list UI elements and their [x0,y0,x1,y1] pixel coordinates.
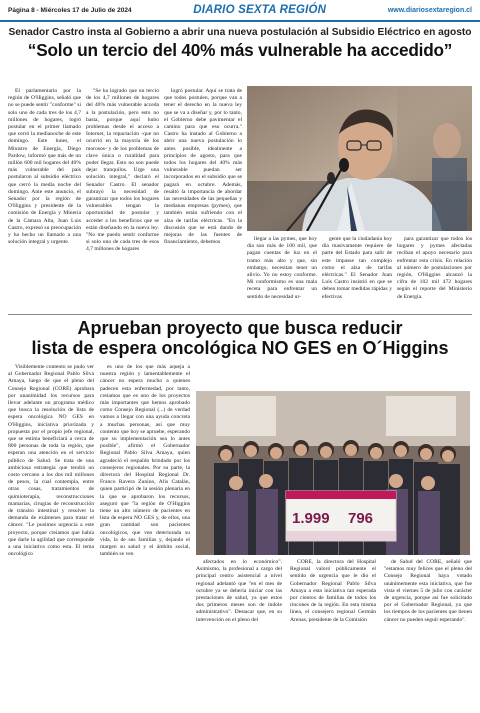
group-illustration [196,391,470,555]
article2-headline: Aprueban proyecto que busca reducir lista de espera oncológica NO GES en O´Higgins [31,318,449,358]
article2-column-4: CORE, la directora del Hospital Regional valoró públicamente el sentido de urgencia que le dio el Gobernador Regional Pablo Silva Amaya a esta iniciativa tan esperada por cientos de familias de todos los rincones de la región. En esta misma línea, el consejero regional Germán Arenas, presidente de la Comisión [290,559,376,623]
page-number-date: Página 8 - Miércoles 17 de Julio de 2024 [8,6,132,14]
article1-column-2: "Se ha logrado que un tercio de los 4,7 millones de hogares del 40% más vulnerable acceda a la postulación, pero esto no basta, porque aquí hubo problemas desde el acceso a Internet, la repactación -que no ocurrió en la mayoría de los morosos- y de los problemas de clave única o ruralidad para poder llegar. Esto no son puede dejar tranquilos. Urge una solución integral," declaró el Senador Castro. El senador subrayó la necesidad de garantizar que todos los hogares vulnerables tengan la oportunidad de postular y acceder a los beneficios que se están diseñando en la nueva ley. "No me puedo sentir conforme si solo uno de cada tres de esos 4,7 millones de hogares [86,88,159,253]
banner-number-2: 796 [348,510,374,527]
article2-column-3: afectados en lo económico". Asimismo, la profesional a cargo del principal centro asistencial a nivel regional adelantó que "en el mes de octubre ya se debería iniciar con las prestaciones de salud, ya que estos dos primeros meses son de índole administrativo". Destacar que, en su intervención en el pleno del [196,559,282,623]
banner-number-1: 1.999 [292,510,330,527]
article2-column-1: Visiblemente contento se pudo ver al Gobernador Regional Pablo Silva Amaya, luego de que el pleno del Consejo Regional (CORE) aprobara por unanimidad los recursos para llevar adelante un programa médico que busca la resolución de lista de espera oncológica NO GES en O'Higgins, iniciativa priorizada y propuesta por el propio jefe regional, que se estima beneficiará a cerca de 800 personas de toda la región, que esperan una atención en el servicio público de Salud. Se trata de una ambiciosa estrategia que tendrá un costo cercano a los dos mil millones de pesos, la cual contempla, entre otras cosas, tratamientos de quimioterapia, reconstrucciones mamarias, cirugías de reconstrucción de tránsito intestinal y resolver la demanda de exámenes para tratar el cáncer. "Le pusimos urgencia a este proyecto, porque creíamos que había que darle la agilidad que corresponde a una iniciativa como esta. El tema oncológico [8,364,94,558]
article1-kicker: Senador Castro insta al Gobierno a abrir una nueva postulación al Subsidio Eléctrico en agosto [8,27,472,38]
section-divider [8,314,472,315]
senator-photo [247,86,472,231]
article1-headline: “Solo un tercio del 40% más vulnerable ha accedido” [27,40,453,60]
senator-illustration [247,86,472,231]
article2-column-5: de Salud del CORE, señaló que "estamos muy felices que el pleno del Consejo Regional haya votado unánimemente esta iniciativa, que fue vista el viernes 5 de julio con carácter de urgencia, porque así fue solicitado por el Gobernador Regional, ya que los tiempos de los pacientes que tienen cáncer no pueden seguir esperando". [384,559,472,623]
article2-column-2: es uno de los que más aqueja a nuestra región y lamentablemente el cáncer no espera mucho a quienes padecen esta enfermedad, por tanto, creíamos que es uno de los proyectos más importantes que hemos aprobado como Consejo Regional (...) de verdad vamos a llegar con una ayuda concreta a muchas personas, así que muy contento que hoy se apruebe, esperando que su implementación sea lo antes posible", afirmó el Gobernador Regional Pablo Silva Amaya, quien agradeció el respaldo brindado por los consejeros regionales. Por su parte, la directora del Hospital Regional Dr. Franco Ravera Zunino, Alis Catalán, quien participó de la sesión plenaria en la que se aprobaron los recursos, aseguró que "la región de O'Higgins tiene un alto número de pacientes en lista de espera NO GES y, de ellos, una gran cantidad son pacientes oncológicos, que ven deteriorada su vida, la de sus familias y, dejando el margen su salud y el ámbito social, también se ven [100,364,190,558]
page-header [0,0,480,22]
article1-column-5: gente que la ciudadanía hoy día masivamente requiere de parte del Estado para salir de este impasse tan complejo como el alza de tarifas eléctricas." El Senador Juan Luis Castro insistió en que se deben tomar medidas rápidas y efectivas [322,236,392,300]
article1-column-3: logró postular. Aquí se trata de que todos postulen, porque van a tener el derecho en la nueva ley que se va a diseñar y, por lo tanto, el Gobierno debe pavimentar el camino para que eso ocurra." Castro ha instado al Gobierno a abrir una nueva postulación lo antes posible, idealmente a principios de agosto, para que todos los hogares del 40% más vulnerable puedan ser incorporados en el subsidio que se pagará en octubre. Además, resaltó la importancia de abordar las necesidades de las pequeñas y medianas empresas (pymes), que también están sufriendo con el alza de tarifas eléctricas. "En la discusión que se está dando de mejoras de las fuentes de financiamiento, debemos [164,88,242,246]
article1-column-1: El parlamentario por la región de O'Higgins, señaló que no se puede sentir "conforme" si solo uno de cada tres de los 4,7 millones de hogares, logró postular en el primer llamado que cerró la medianoche de este domingo. Este lunes, el Ministro de Energía, Diego Pardow, informó que más de un millón 600 mil hogares del 40% más vulnerable del país postularon al subsidio eléctrico que cerró la media noche del domingo. Ante este anuncio, el Senador por la región de O'Higgins y presidente de la comisión de Energía y Minería de la Cámara Alta, Juan Luis Castro, expresó su preocupación y ha hecho un llamado a una solución integral y urgente. [8,88,81,246]
newspaper-brand: DIARIO SEXTA REGIÓN [193,4,327,16]
article1-column-6: para garantizar que todos los hogares y pymes afectadas reciban el apoyo necesario para enfrentar esta crisis. En relación al número de postulaciones por región, O'Higgins alcanzó la cifra de 102 mil 472 hogares según el reporte del Ministerio de Energía. [397,236,472,300]
council-group-photo [196,391,470,555]
website-url[interactable]: www.diariosextaregion.cl [387,6,472,14]
article1-column-4: llegar a las pymes, que hoy día son más de 100 mil, que pagan cuentas de luz en el tramo más alto y que, sin embargo, necesitan tener un alivio. Yo no estoy conforme. Mi conformismo es una mala receta para enfrentar un sentido de necesidad ur- [247,236,317,300]
